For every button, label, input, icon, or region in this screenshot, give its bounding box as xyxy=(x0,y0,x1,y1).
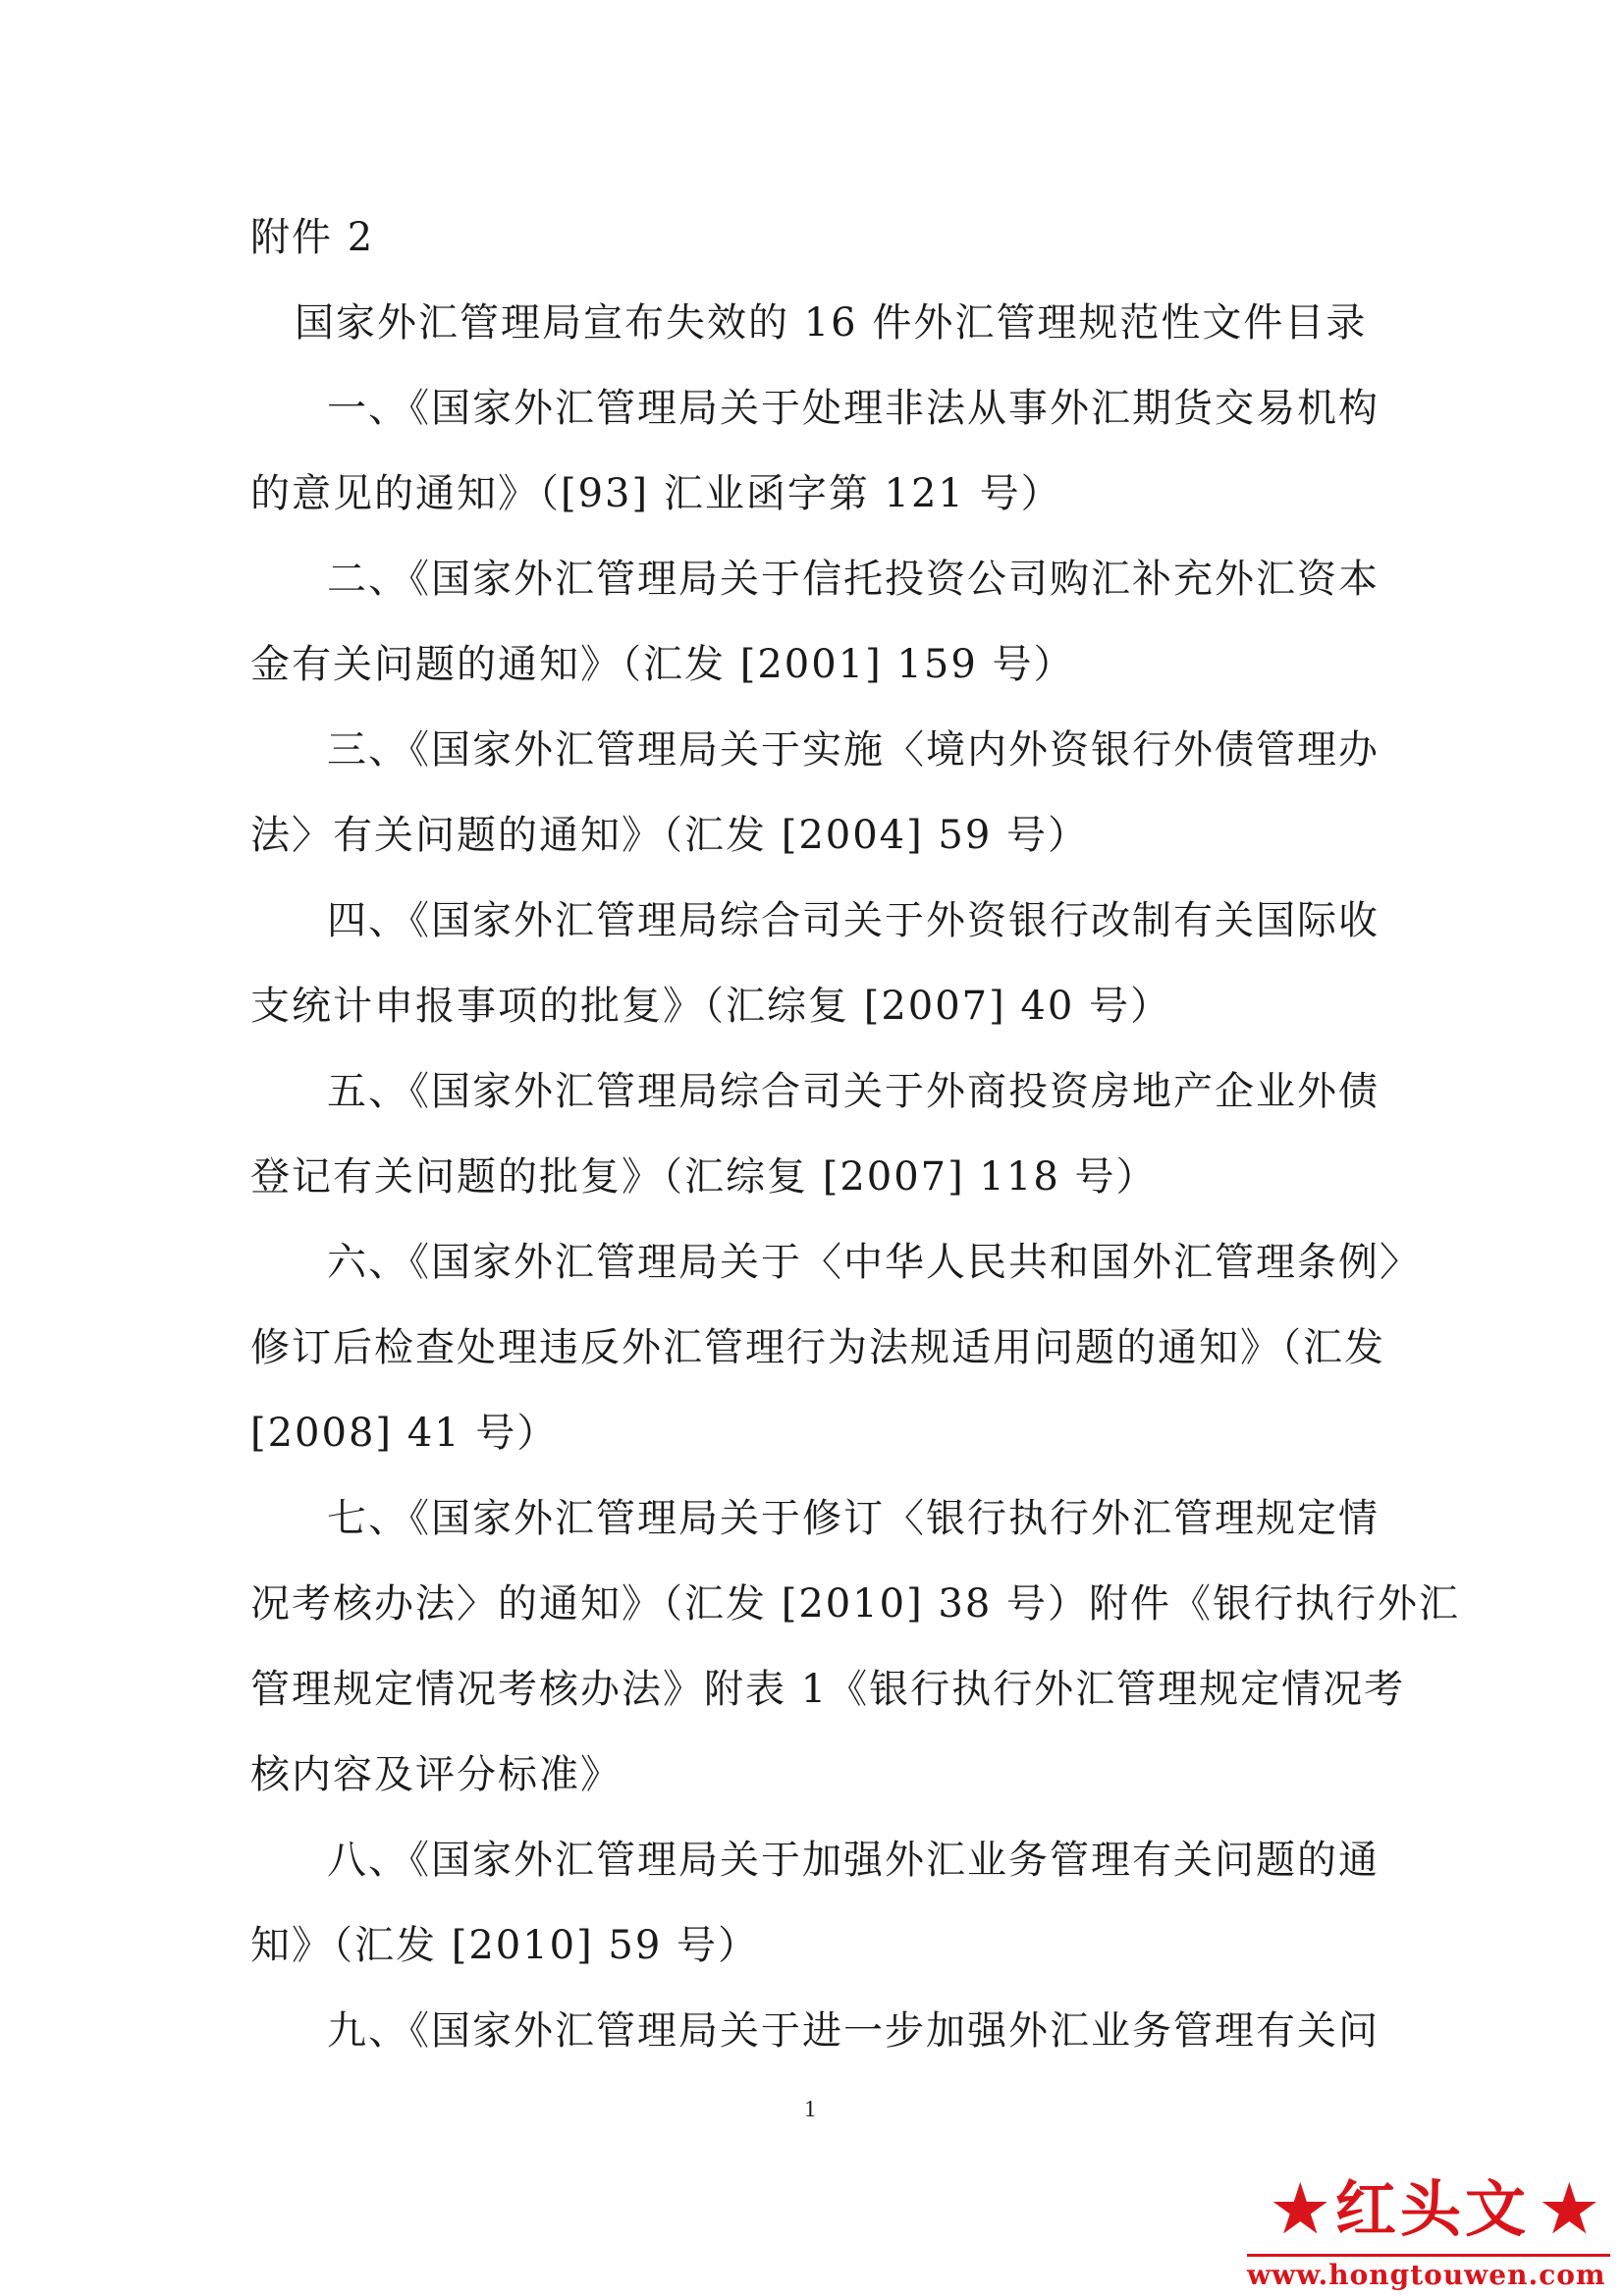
item-4-line-2: 支统计申报事项的批复》（汇综复 [2007] 40 号） xyxy=(250,984,1172,1029)
item-8-line-1: 八、《国家外汇管理局关于加强外汇业务管理有关问题的通 xyxy=(327,1838,1380,1883)
item-3-line-1: 三、《国家外汇管理局关于实施〈境内外资银行外债管理办 xyxy=(327,727,1380,773)
attachment-label: 附件 2 xyxy=(250,215,375,260)
item-6-line-2: 修订后检查处理违反外汇管理行为法规适用问题的通知》（汇发 xyxy=(250,1325,1385,1370)
item-2-line-2: 金有关问题的通知》（汇发 [2001] 159 号） xyxy=(250,642,1075,687)
watermark-divider xyxy=(1247,2254,1610,2257)
item-6-line-3: [2008] 41 号） xyxy=(250,1411,559,1456)
item-4-line-1: 四、《国家外汇管理局综合司关于外资银行改制有关国际收 xyxy=(327,898,1380,943)
item-5-line-1: 五、《国家外汇管理局综合司关于外商投资房地产企业外债 xyxy=(327,1069,1380,1114)
item-7-line-2: 况考核办法〉的通知》（汇发 [2010] 38 号）附件《银行执行外汇 xyxy=(250,1581,1461,1627)
item-9-line-1: 九、《国家外汇管理局关于进一步加强外汇业务管理有关问 xyxy=(327,2008,1380,2054)
item-7-line-4: 核内容及评分标准》 xyxy=(250,1752,622,1797)
item-3-line-2: 法〉有关问题的通知》（汇发 [2004] 59 号） xyxy=(250,813,1090,858)
item-2-line-1: 二、《国家外汇管理局关于信托投资公司购汇补充外汇资本 xyxy=(327,557,1380,602)
item-5-line-2: 登记有关问题的批复》（汇综复 [2007] 118 号） xyxy=(250,1154,1158,1200)
page-number: 1 xyxy=(804,2097,816,2122)
star-icon: ★ xyxy=(1538,2167,1601,2250)
watermark-url: www.hongtouwen.com xyxy=(1247,2259,1606,2291)
star-icon: ★ xyxy=(1269,2167,1332,2250)
item-1-line-2: 的意见的通知》（[93] 汇业函字第 121 号） xyxy=(250,471,1062,516)
watermark-text: 红头文 xyxy=(1335,2173,1531,2245)
watermark-logo xyxy=(1218,2169,1624,2296)
item-7-line-1: 七、《国家外汇管理局关于修订〈银行执行外汇管理规定情 xyxy=(327,1496,1380,1541)
item-8-line-2: 知》（汇发 [2010] 59 号） xyxy=(250,1923,760,1968)
document-title: 国家外汇管理局宣布失效的 16 件外汇管理规范性文件目录 xyxy=(295,300,1368,346)
item-6-line-1: 六、《国家外汇管理局关于〈中华人民共和国外汇管理条例〉 xyxy=(327,1240,1421,1285)
item-7-line-3: 管理规定情况考核办法》附表 1《银行执行外汇管理规定情况考 xyxy=(250,1667,1406,1712)
item-1-line-1: 一、《国家外汇管理局关于处理非法从事外汇期货交易机构 xyxy=(327,386,1380,431)
